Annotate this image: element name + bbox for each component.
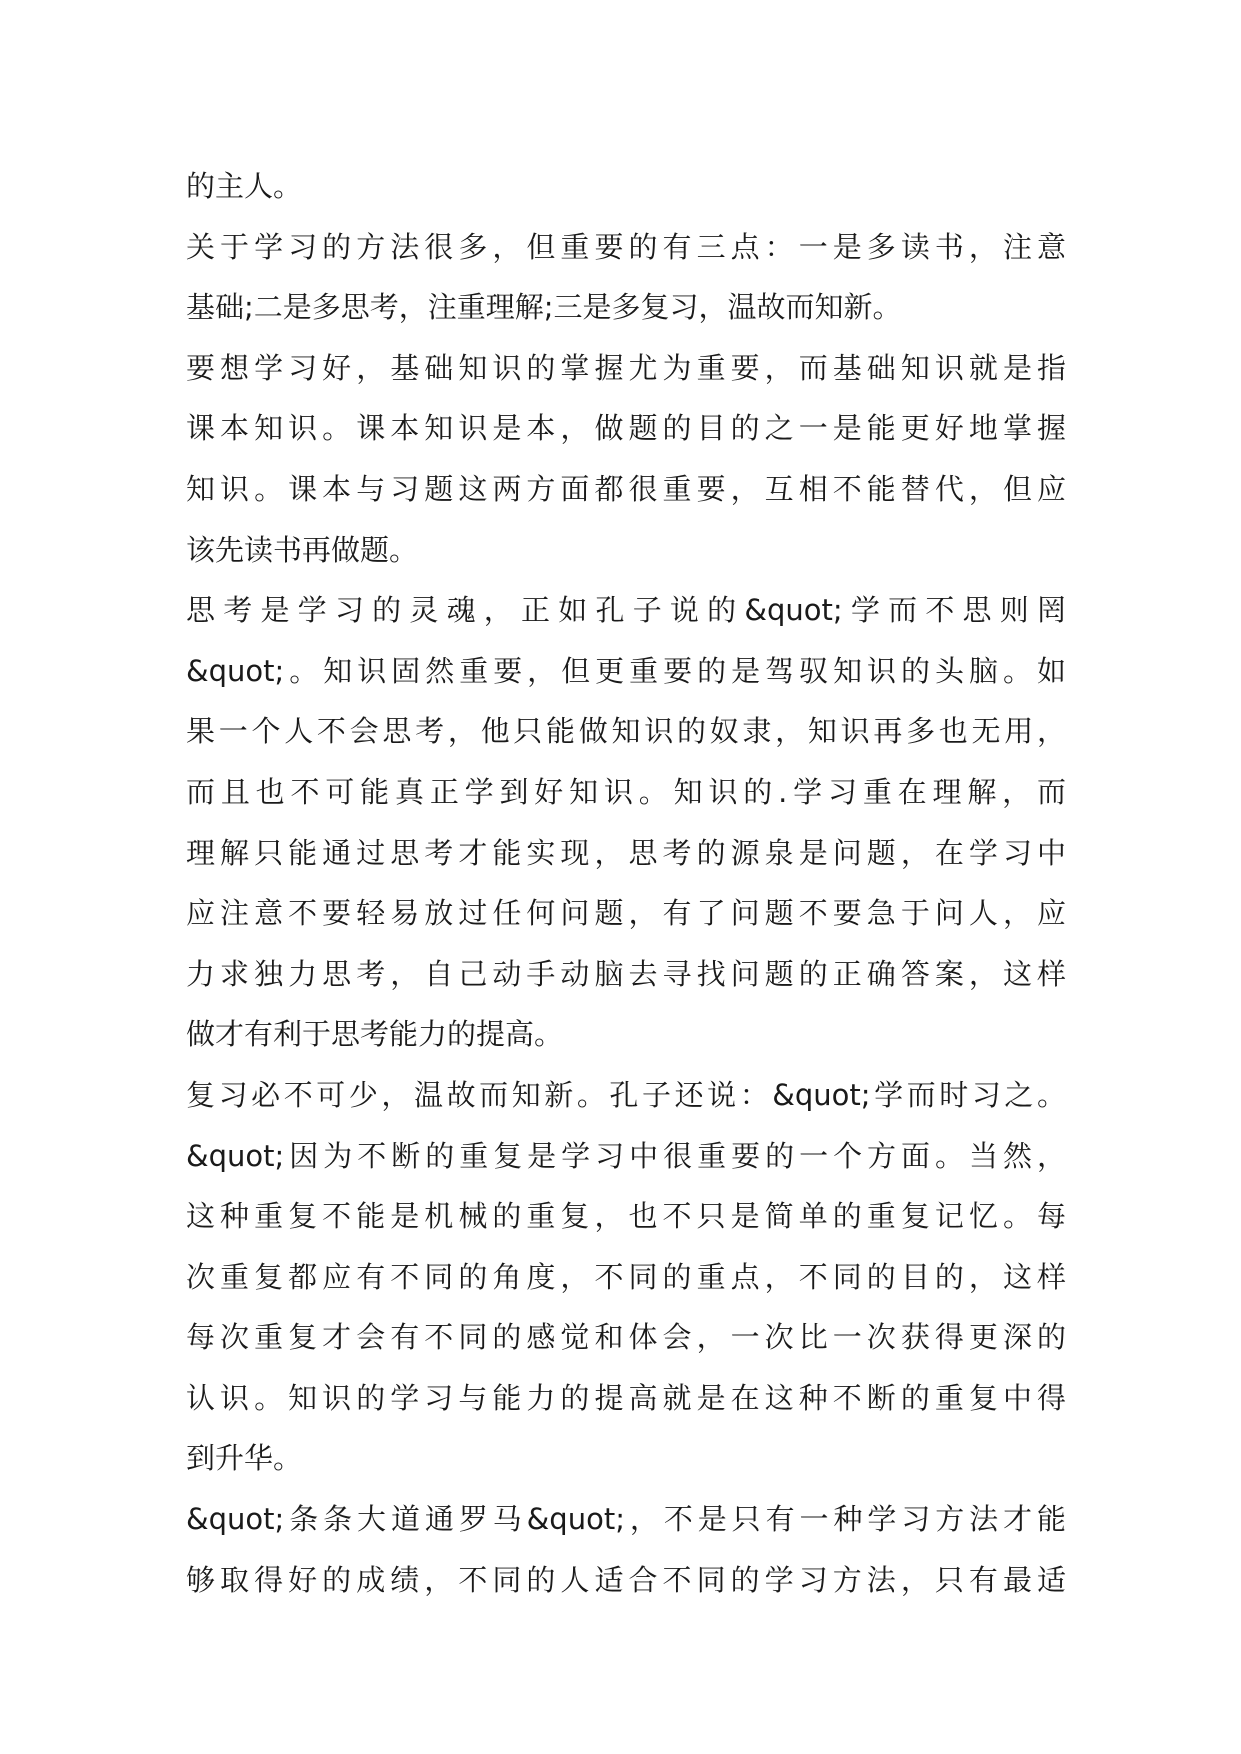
text-line: 而且也不可能真正学到好知识。知识的.学习重在理解，而: [186, 774, 1066, 809]
text-line: 思考是学习的灵魂，正如孔子说的&quot;学而不思则罔: [186, 593, 1066, 628]
text-line: 要想学习好，基础知识的掌握尤为重要，而基础知识就是指: [186, 350, 1066, 385]
text-line: 力求独力思考，自己动手动脑去寻找问题的正确答案，这样: [186, 956, 1066, 991]
text-line: 的主人。: [186, 169, 303, 203]
text-line: &quot;。知识固然重要，但更重要的是驾驭知识的头脑。如: [186, 653, 1066, 688]
text-line: 认识。知识的学习与能力的提高就是在这种不断的重复中得: [186, 1380, 1066, 1415]
text-line: 够取得好的成绩，不同的人适合不同的学习方法，只有最适: [186, 1562, 1066, 1597]
text-line: 该先读书再做题。: [186, 532, 419, 567]
text-line: 每次重复才会有不同的感觉和体会，一次比一次获得更深的: [186, 1320, 1066, 1355]
text-line: &quot;条条大道通罗马&quot;，不是只有一种学习方法才能: [186, 1502, 1066, 1537]
text-line: &quot;因为不断的重复是学习中很重要的一个方面。当然，: [186, 1138, 1066, 1173]
text-line: 知识。课本与习题这两方面都很重要，互相不能替代，但应: [186, 471, 1066, 506]
text-line: 基础;二是多思考，注重理解;三是多复习，温故而知新。: [186, 290, 902, 325]
text-line: 这种重复不能是机械的重复，也不只是简单的重复记忆。每: [186, 1199, 1066, 1234]
text-line: 做才有利于思考能力的提高。: [186, 1017, 564, 1052]
text-line: 次重复都应有不同的角度，不同的重点，不同的目的，这样: [186, 1259, 1066, 1294]
text-line: 到升华。: [186, 1441, 303, 1476]
text-line: 复习必不可少，温故而知新。孔子还说：&quot;学而时习之。: [186, 1077, 1066, 1112]
text-line: 关于学习的方法很多，但重要的有三点：一是多读书，注意: [186, 229, 1066, 264]
essay-body: [186, 156, 1066, 1610]
text-line: 课本知识。课本知识是本，做题的目的之一是能更好地掌握: [186, 411, 1066, 446]
text-line: 应注意不要轻易放过任何问题，有了问题不要急于问人，应: [186, 896, 1066, 931]
text-line: 理解只能通过思考才能实现，思考的源泉是问题，在学习中: [186, 835, 1066, 870]
text-line: 果一个人不会思考，他只能做知识的奴隶，知识再多也无用，: [186, 714, 1066, 749]
